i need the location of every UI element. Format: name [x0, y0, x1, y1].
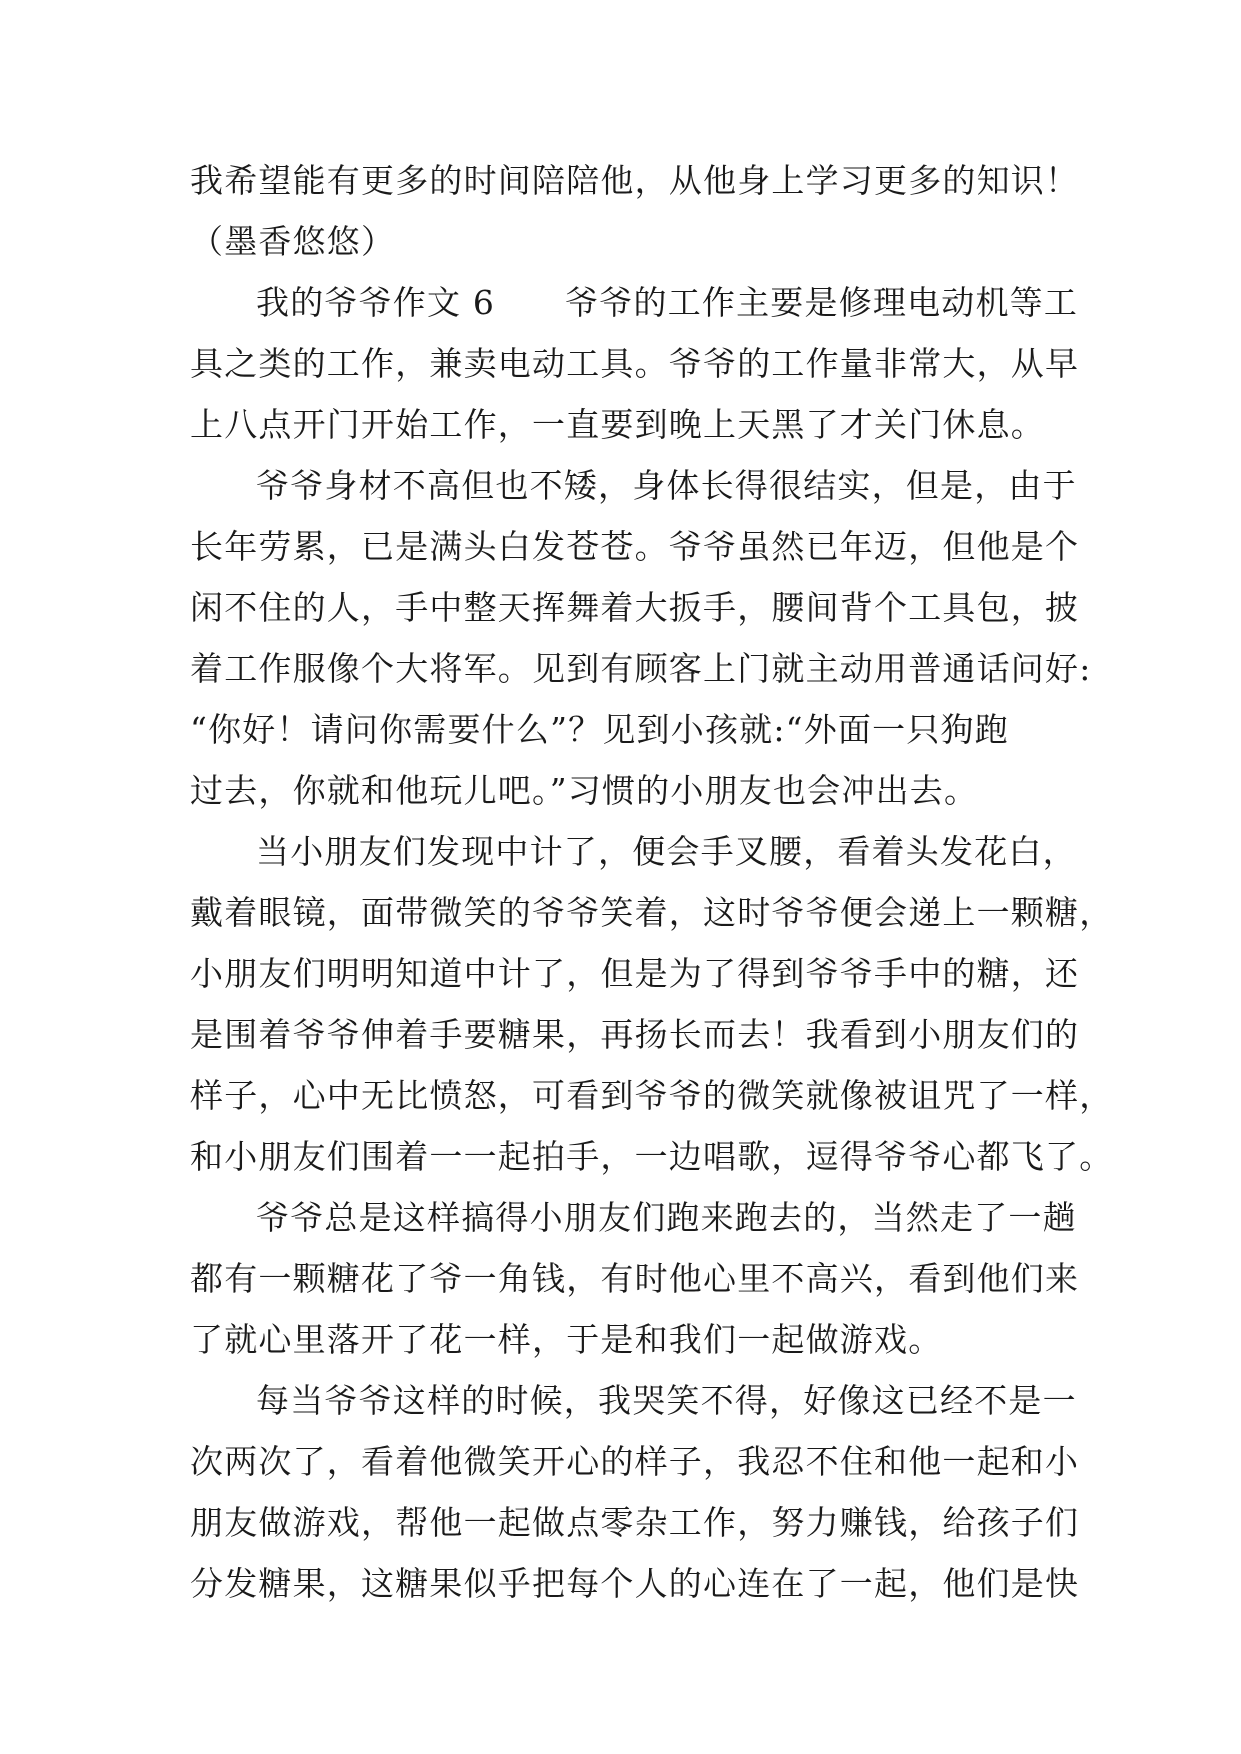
- text-line: 了就心里落开了花一样，于是和我们一起做游戏。: [190, 1320, 943, 1359]
- paragraph: [190, 272, 1080, 455]
- paragraph: [190, 150, 1080, 272]
- text-line: 次两次了，看着他微笑开心的样子，我忍不住和他一起和小: [190, 1442, 1080, 1481]
- text-line: 爷爷总是这样搞得小朋友们跑来跑去的，当然走了一趟: [256, 1198, 1077, 1237]
- text-line: 闲不住的人，手中整天挥舞着大扳手，腰间背个工具包，披: [190, 588, 1080, 627]
- text-line: 爷爷身材不高但也不矮，身体长得很结实，但是，由于: [256, 466, 1077, 505]
- text-line: [190, 272, 1079, 333]
- paragraph: [190, 821, 1114, 1187]
- text-line: 当小朋友们发现中计了，便会手叉腰，看着头发花白，: [256, 832, 1077, 871]
- text-line: 过去，你就和他玩儿吧。”习惯的小朋友也会冲出去。: [190, 771, 979, 810]
- text-line: 上八点开门开始工作，一直要到晚上天黑了才关门休息。: [190, 405, 1045, 444]
- section-heading: 我的爷爷作文 6: [256, 283, 496, 322]
- document-body: [190, 150, 1114, 1614]
- text-line: 每当爷爷这样的时候，我哭笑不得，好像这已经不是一: [256, 1381, 1077, 1420]
- heading-line-text: 爷爷的工作主要是修理电动机等工: [565, 283, 1079, 322]
- text-line: 和小朋友们围着一一起拍手，一边唱歌，逗得爷爷心都飞了。: [190, 1137, 1114, 1176]
- paragraph: [190, 455, 1092, 821]
- text-line: “你好！请问你需要什么”？见到小孩就:“外面一只狗跑: [190, 710, 1009, 749]
- text-line: 朋友做游戏，帮他一起做点零杂工作，努力赚钱，给孩子们: [190, 1503, 1080, 1542]
- text-line: 长年劳累，已是满头白发苍苍。爷爷虽然已年迈，但他是个: [190, 527, 1080, 566]
- paragraph: [190, 1187, 1080, 1370]
- text-line: 着工作服像个大将军。见到有顾客上门就主动用普通话问好:: [190, 649, 1092, 688]
- text-line: 分发糖果，这糖果似乎把每个人的心连在了一起，他们是快: [190, 1564, 1080, 1603]
- text-line: 都有一颗糖花了爷一角钱，有时他心里不高兴，看到他们来: [190, 1259, 1080, 1298]
- text-line: （墨香悠悠）: [190, 222, 396, 261]
- text-line: 我希望能有更多的时间陪陪他，从他身上学习更多的知识！: [190, 161, 1080, 200]
- text-line: 具之类的工作，兼卖电动工具。爷爷的工作量非常大，从早: [190, 344, 1080, 383]
- text-line: 小朋友们明明知道中计了，但是为了得到爷爷手中的糖，还: [190, 954, 1080, 993]
- text-line: 戴着眼镜，面带微笑的爷爷笑着，这时爷爷便会递上一颗糖，: [190, 893, 1114, 932]
- paragraph: [190, 1370, 1080, 1614]
- text-line: 是围着爷爷伸着手要糖果，再扬长而去！我看到小朋友们的: [190, 1015, 1080, 1054]
- text-line: 样子，心中无比愤怒，可看到爷爷的微笑就像被诅咒了一样，: [190, 1076, 1114, 1115]
